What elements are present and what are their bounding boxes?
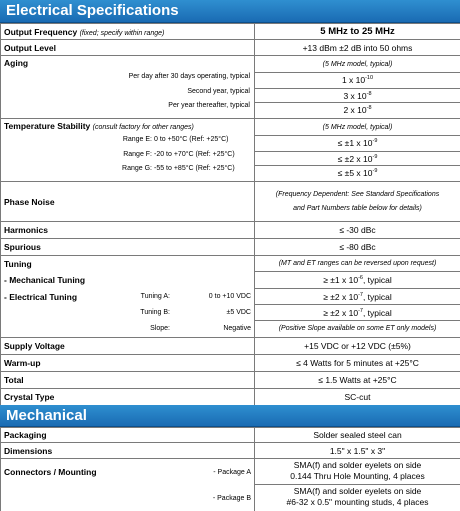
tuning-b-range: ±5 VDC xyxy=(226,309,251,316)
phase-noise-line1: (Frequency Dependent: See Standard Specifications xyxy=(275,190,440,198)
temperature-stability-value: ≤ ±2 x $10^{-9}$ xyxy=(255,151,460,166)
temperature-range-row: Range F: -20 to +70°C (Ref: +25°C) xyxy=(123,150,235,158)
total-value: ≤ 1.5 Watts at +25°C xyxy=(255,372,460,389)
row-temperature-stability xyxy=(1,119,460,182)
spurious-value: ≤ -80 dBc xyxy=(255,239,460,256)
tuning-b-label: Tuning B: xyxy=(140,309,170,316)
output-level-label: Output Level xyxy=(1,40,255,56)
temperature-stability-value: ≤ ±1 x $10^{-9}$ xyxy=(337,138,378,148)
mechanical-section-title: Mechanical xyxy=(0,405,460,427)
row-aging xyxy=(1,56,460,119)
row-phase-noise xyxy=(1,182,460,222)
row-supply-voltage xyxy=(1,338,460,355)
row-warm-up xyxy=(1,355,460,372)
aging-row-label: Second year, typical xyxy=(187,87,250,95)
tuning-a-label: Tuning A: xyxy=(140,293,170,300)
row-crystal-type xyxy=(1,389,460,406)
aging-header: (5 MHz model, typical) xyxy=(255,56,460,73)
warm-up-value: ≤ 4 Watts for 5 minutes at +25°C xyxy=(255,355,460,372)
temperature-stability-header: (5 MHz model, typical) xyxy=(255,119,460,136)
output-frequency-note: (fixed; specify within range) xyxy=(79,29,165,37)
electrical-section-title: Electrical Specifications xyxy=(0,0,460,23)
electrical-spec-table xyxy=(0,23,460,406)
package-b-line2: #6-32 x 0.5" mounting studs, 4 places xyxy=(286,497,429,507)
package-a-line1: SMA(f) and solder eyelets on side xyxy=(293,460,422,470)
mechanical-spec-table xyxy=(0,427,460,511)
row-dimensions xyxy=(1,443,460,459)
row-harmonics xyxy=(1,222,460,239)
harmonics-value: ≤ -30 dBc xyxy=(255,222,460,239)
output-frequency-value: 5 MHz to 25 MHz xyxy=(255,24,460,40)
aging-value: 3 x $10^{-8}$ xyxy=(255,88,460,103)
aging-value: 2 x $10^{-8}$ xyxy=(255,102,460,117)
dimensions-label: Dimensions xyxy=(1,443,255,459)
package-b-line1: SMA(f) and solder eyelets on side xyxy=(293,486,422,496)
row-output-level xyxy=(1,40,460,56)
supply-voltage-value: +15 VDC or +12 VDC (±5%) xyxy=(255,338,460,355)
supply-voltage-label: Supply Voltage xyxy=(1,338,255,355)
row-total xyxy=(1,372,460,389)
row-packaging xyxy=(1,428,460,443)
mechanical-tuning-value: ≥ ±1 x $10^{-6}$, typical xyxy=(255,272,460,289)
total-label: Total xyxy=(1,372,255,389)
aging-value: 1 x $10^{-10}$ xyxy=(341,75,374,85)
tuning-a-value: ≥ ±2 x $10^{-7}$, typical xyxy=(255,289,460,305)
dimensions-value: 1.5" x 1.5" x 3" xyxy=(255,443,460,459)
warm-up-label: Warm-up xyxy=(1,355,255,372)
slope-value: Negative xyxy=(223,325,251,332)
temperature-range-row: Range E: 0 to +50°C (Ref: +25°C) xyxy=(122,136,229,143)
aging-row-label: Per day after 30 days operating, typical xyxy=(128,73,250,80)
phase-noise-line2: and Part Numbers table below for details) xyxy=(293,204,422,212)
temperature-range-row: Range G: -55 to +85°C (Ref: +25°C) xyxy=(122,165,235,172)
mechanical-tuning-label: - Mechanical Tuning xyxy=(4,275,86,285)
package-a-label: - Package A xyxy=(213,468,251,476)
slope-note: (Positive Slope available on some ET only models) xyxy=(278,325,437,332)
package-a-line2: 0.144 Thru Hole Mounting, 4 places xyxy=(290,471,425,481)
row-tuning xyxy=(1,256,460,338)
temperature-stability-note: (consult factory for other ranges) xyxy=(92,124,194,131)
harmonics-label: Harmonics xyxy=(1,222,255,239)
packaging-label: Packaging xyxy=(1,428,255,443)
temperature-stability-value: ≤ ±5 x $10^{-9}$ xyxy=(255,165,460,180)
tuning-b-value: ≥ ±2 x $10^{-7}$, typical xyxy=(255,305,460,321)
package-b-label: - Package B xyxy=(212,494,251,502)
tuning-header: (MT and ET ranges can be reversed upon request) xyxy=(255,256,460,272)
row-connectors-mounting xyxy=(1,459,460,511)
electrical-tuning-label: - Electrical Tuning xyxy=(4,292,78,302)
phase-noise-label: Phase Noise xyxy=(1,182,255,222)
output-frequency-label: Output Frequency xyxy=(4,26,78,37)
temperature-stability-label: Temperature Stability xyxy=(4,121,91,131)
tuning-label: Tuning xyxy=(4,259,32,269)
connectors-label: Connectors / Mounting xyxy=(4,467,97,477)
crystal-type-value: SC-cut xyxy=(255,389,460,406)
tuning-a-range: 0 to +10 VDC xyxy=(208,293,251,300)
crystal-type-label: Crystal Type xyxy=(1,389,255,406)
row-spurious xyxy=(1,239,460,256)
spurious-label: Spurious xyxy=(1,239,255,256)
packaging-value: Solder sealed steel can xyxy=(255,428,460,443)
output-level-value: +13 dBm ±2 dB into 50 ohms xyxy=(255,40,460,56)
row-output-frequency xyxy=(1,24,460,40)
aging-label: Aging xyxy=(4,58,29,68)
slope-label: Slope: xyxy=(150,325,170,332)
aging-row-label: Per year thereafter, typical xyxy=(168,102,250,109)
